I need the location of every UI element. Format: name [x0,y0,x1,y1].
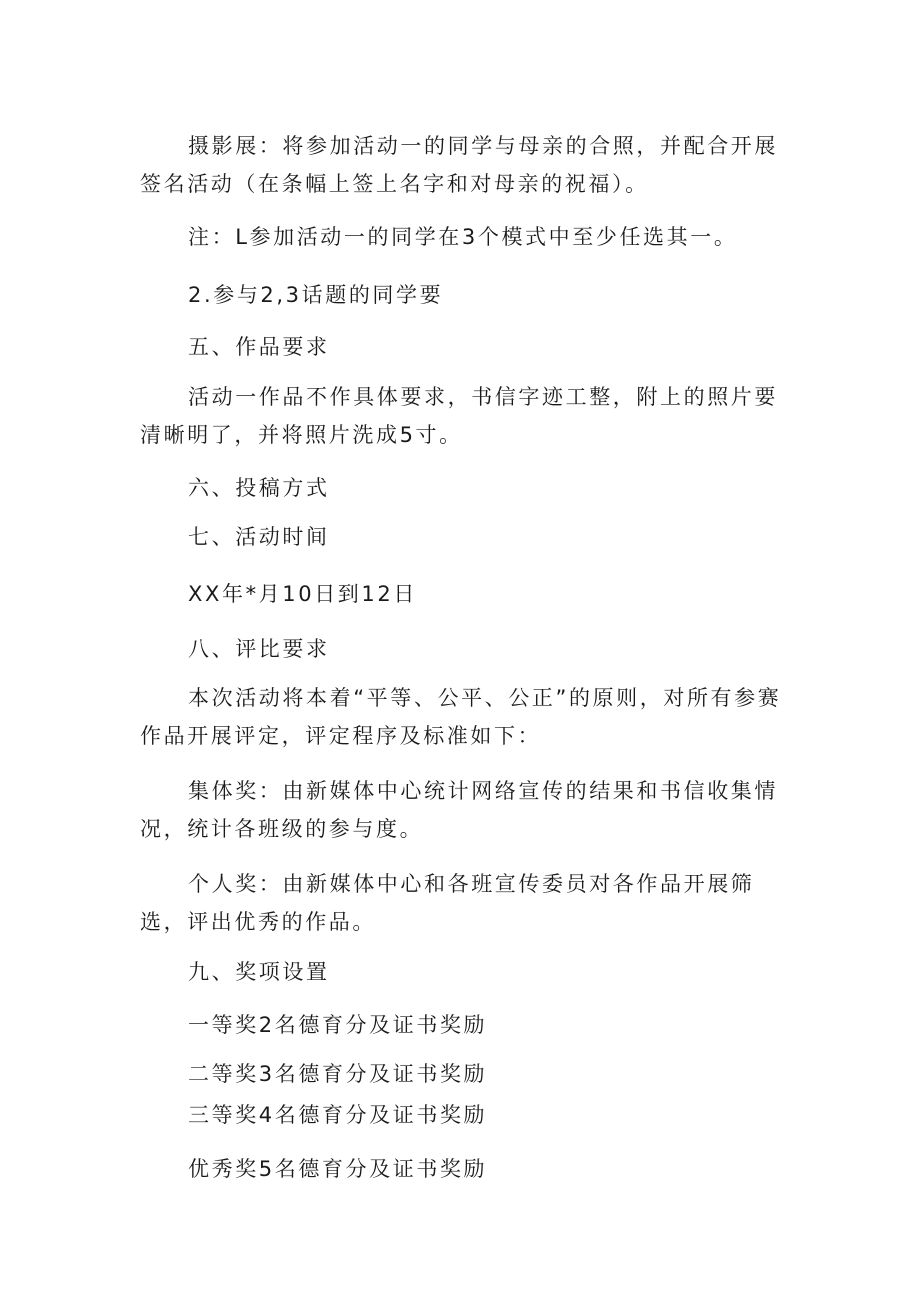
paragraph-individual-award: 个人奖：由新媒体中心和各班宣传委员对各作品开展筛选，评出优秀的作品。 [140,872,755,934]
paragraph-evaluation-principles: 本次活动将本着“平等、公平、公正”的原则，对所有参赛作品开展评定，评定程序及标准如下： [140,686,782,748]
paragraph-photo-exhibition: 摄影展：将参加活动一的同学与母亲的合照，并配合开展签名活动（在条幅上签上名字和对母亲的祝福）。 [140,134,778,196]
award-excellence-prize: 优秀奖5名德育分及证书奖励 [188,1157,488,1181]
award-third-prize: 三等奖4名德育分及证书奖励 [188,1103,488,1127]
paragraph-collective-award: 集体奖：由新媒体中心统计网络宣传的结果和书信收集情况，统计各班级的参与度。 [140,779,778,841]
heading-award-settings: 九、奖项设置 [188,960,330,984]
heading-work-requirements: 五、作品要求 [188,335,330,359]
paragraph-work-requirements: 活动一作品不作具体要求，书信字迹工整，附上的照片要清晰明了，并将照片洗成5寸。 [140,385,778,447]
heading-evaluation-requirements: 八、评比要求 [188,637,330,661]
heading-activity-time: 七、活动时间 [188,525,330,549]
award-second-prize: 二等奖3名德育分及证书奖励 [188,1062,488,1086]
paragraph-topic-participants: 2.参与2,3话题的同学要 [188,283,444,307]
paragraph-note: 注：L参加活动一的同学在3个模式中至少任选其一。 [188,225,738,249]
award-first-prize: 一等奖2名德育分及证书奖励 [188,1013,488,1037]
paragraph-activity-date: XX年*月10日到12日 [188,582,417,606]
heading-submission-method: 六、投稿方式 [188,476,330,500]
